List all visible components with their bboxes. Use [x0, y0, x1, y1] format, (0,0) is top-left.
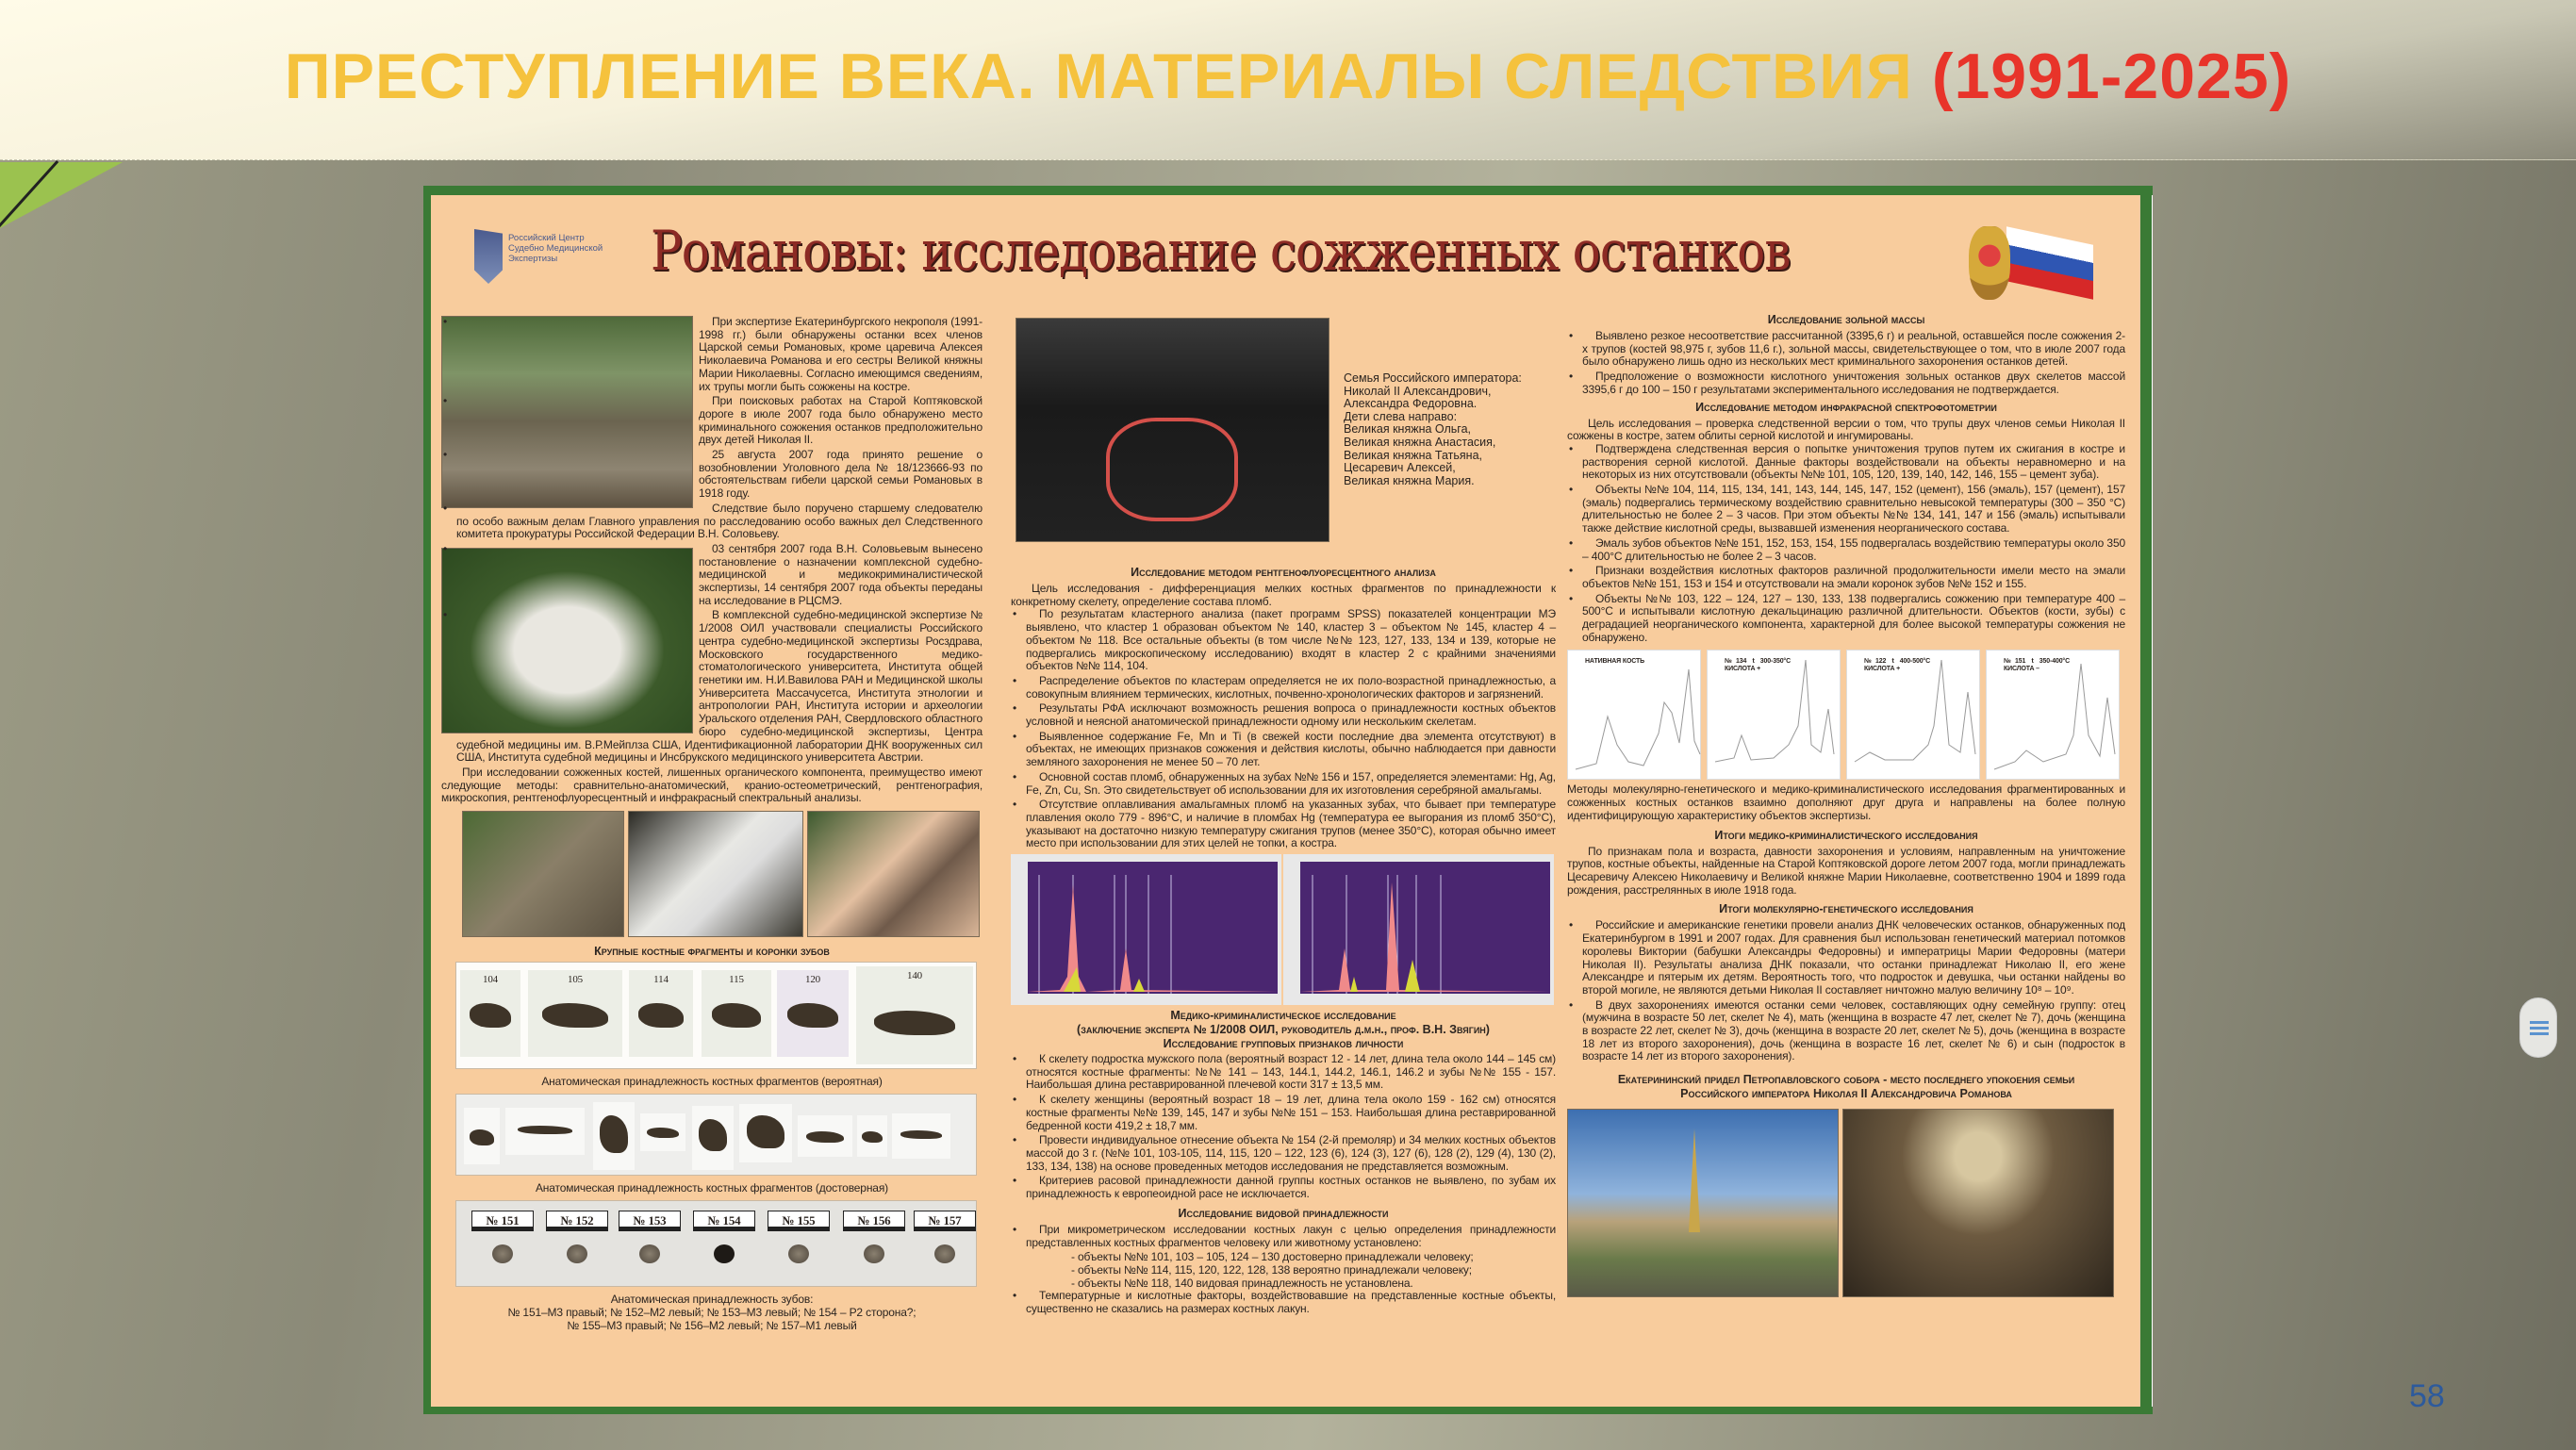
- teeth-caption-line-1: № 151–М3 правый; № 152–М2 левый; № 153–М3 левый; № 154 – Р2 сторона?;: [507, 1306, 916, 1320]
- forensic-subheading: (заключение эксперта № 1/2008 ОИЛ, руководитель д.м.н., проф. В.Н. Звягин): [1077, 1023, 1490, 1037]
- ir-bullet: • Эмаль зубов объектов №№ 151, 152, 153, 154, 155 подвергалась воздействию температуры около 350 – 400°С длительностью не более 2 – 3 часов.: [1567, 537, 2125, 563]
- peter-paul-cathedral-photo: [1567, 1109, 1839, 1297]
- fragment-image: [593, 1102, 635, 1170]
- species-bullet: • При микрометрическом исследовании костных лакун с целью определения принадлежности представленных костных фрагментов человеку или животному установлено:: [1011, 1224, 1556, 1249]
- bullet-resolution: • 03 сентября 2007 года В.Н. Соловьевым вынесено постановление о назначении комплексной судебно-медицинской и медикокриминалистической экспертизы, 14 сентября 2007 года объекты переданы на исследование в РЦСМЭ.: [441, 543, 983, 608]
- bullet-necropolis: • При экспертизе Екатеринбургского некрополя (1991-1998 гг.) были обнаружены останки всех членов Царской семьи Романовых, кроме царевича Алексея Николаевича Романова и его сестры Великой княжны Марии Николаевны. Согласно имеющимся сведениям, их трупы могли быть сожжены на костре.: [441, 316, 983, 393]
- slide-title: [0, 40, 2576, 113]
- slide-header: [0, 0, 2576, 160]
- fragment-140: 140: [856, 966, 973, 1064]
- species-item: - объекты №№ 114, 115, 120, 122, 128, 138 вероятно принадлежали человеку;: [1071, 1262, 1472, 1277]
- menu-button[interactable]: [2519, 997, 2557, 1058]
- tooth-153: № 153: [619, 1211, 681, 1263]
- romanov-family-photo: [1016, 318, 1329, 542]
- caption-reliable: Анатомическая принадлежность костных фрагментов (достоверная): [535, 1181, 889, 1195]
- tooth-157: № 157: [914, 1211, 976, 1263]
- bullet-case-reopened: • 25 августа 2007 года принято решение о возобновлении Уголовного дела № 18/123666-93 по обстоятельствам гибели царской семьи Романовых в 1918 году.: [441, 449, 983, 501]
- highlight-circle: [1106, 418, 1238, 521]
- catherine-chapel-interior-photo: [1842, 1109, 2114, 1297]
- chapel-heading: Екатерининский придел Петропавловского собора - место последнего упокоения семьи: [1617, 1073, 2075, 1087]
- ir-bullet: • Признаки воздействия кислотных факторов различной продолжительности имели место на эмали объектов №№ 151, 153 и 154 и отсутствовали на эмали коронок зубов №№ 152 и 155.: [1567, 565, 2125, 590]
- ir-bullet: • Подтверждена следственная версия о попытке уничтожения трупов путем их сжигания в костре и растворения серной кислотой. Данные факторы воздействовали на объекты неравномерно и на некоторых из них отсутствовали (объекты №№ 101, 105, 120, 139, 140, 142, 146, 155 – цемент зуба).: [1567, 443, 2125, 482]
- fragment-104: 104: [460, 970, 520, 1057]
- caption-line: Дети слева направо:: [1344, 409, 1458, 423]
- forensic-bullet: • К скелету подростка мужского пола (вероятный возраст 12 - 14 лет, длина тела около 144 – 145 см) относятся костные фрагменты: №№ 141 – 143, 144.1, 144.2, 146.1, 146.2 и зубы №№ 155 - 157. Наибольшая длина реставрированной плечевой кости 317 ± 13,5 мм.: [1011, 1053, 1556, 1092]
- caption-line: Великая княжна Мария.: [1344, 473, 1475, 487]
- caption-line: Николай II Александрович,: [1344, 384, 1492, 398]
- ash-bullet: • Предположение о возможности кислотного уничтожения зольных останков двух скелетов массой 3395,6 г до 100 – 150 г результатами экспериментального исследования не подтверждается.: [1567, 371, 2125, 396]
- caption-line: Великая княжна Ольга,: [1344, 422, 1472, 437]
- xrf-bullet: • Выявленное содержание Fe, Mn и Ti (в свежей кости последние два элемента отсутствуют) в объектах, не имеющих признаков сожжения и действия кислоты, обычно наблюдается при давности земляного захоронения не менее 50 – 70 лет.: [1011, 731, 1556, 769]
- xrf-intro: Цель исследования - дифференциация мелких костных фрагментов по принадлежности к конкретному скелету, определение состава пломб.: [1011, 582, 1556, 608]
- tooth-155: № 155: [768, 1211, 830, 1263]
- ir-spectrum-122: №122 t 400-500°C КИСЛОТА +: [1846, 650, 1980, 780]
- xrf-bullet: • По результатам кластерного анализа (пакет программ SPSS) показателей концентрации МЭ выявлено, что кластер 1 образован объектом № 140, кластер 3 – объектом № 145, кластер 4 – объектом № 118. Все остальные объекты (в том числе №№ 123, 127, 133, 134 и 139, которые не подвергались микроскопическому исследованию) входят в кластер 2 с крайними значениями объектов №№ 114, 104.: [1011, 608, 1556, 673]
- xrf-spectra-images: [1011, 854, 1554, 1005]
- xrf-bullet: • Отсутствие оплавливания амальгамных пломб на указанных зубах, что бывает при температуре плавления около 779 - 896°С, и наличие в пломбах Hg (температура ее выгорания из пломб 350°С), указывают на достаточно низкую температуру сжигания трупов (менее 350°С), которая обычно имеет место при использовании для этих целей не топки, а костра.: [1011, 799, 1556, 850]
- fragment-115: 115: [702, 970, 771, 1057]
- xrf-bullet: • Распределение объектов по кластерам определяется не их поло-возрастной принадлежностью, а совокупным влиянием термических, кислотных, почвенно-хронологических факторов и загрязнений.: [1011, 675, 1556, 700]
- caption-line: Великая княжна Анастасия,: [1344, 435, 1496, 449]
- species-last-bullet: • Температурные и кислотные факторы, воздействовавшие на представленные костные объекты, существенно не сказались на размерах костных лакун.: [1011, 1290, 1556, 1315]
- column-1: [441, 316, 983, 1332]
- methods-summary: Методы молекулярно-генетического и медико-криминалистического исследования фрагментированных и сожженных костных останков взаимно дополняют друг друга и направлены на более полную идентифицирующую характеристику объектов экспертизы.: [1567, 783, 2125, 822]
- column-3-flow: [1567, 309, 2125, 1297]
- shield-logo-icon: [474, 229, 503, 284]
- poster-title: Романовы: исследование сожженных останков: [651, 219, 1791, 283]
- forensic-bullet: • Провести индивидуальное отнесение объекта № 154 (2-й премоляр) и 34 мелких костных объектов массой до 3 г. (№№ 101, 103-105, 114, 115, 120 – 122, 123 (6), 124 (3), 127 (6), 128 (2), 129 (4), 130 (2), 133, 134, 138) на основе проведенных методов исследования не представляется возможным.: [1011, 1134, 1556, 1173]
- russian-flag-icon: [2006, 226, 2093, 300]
- ir-spectrum-134: №134 t 300-350°C КИСЛОТА +: [1707, 650, 1841, 780]
- xrf-heading: Исследование методом рентгенофлуоресцентного анализа: [1131, 566, 1436, 579]
- genetic-heading: Итоги молекулярно-генетического исследования: [1719, 902, 1973, 916]
- ir-intro: Цель исследования – проверка следственной версии о том, что трупы двух членов семьи Николая II сожжены в костре, затем облиты серной кислотой и ингумированы.: [1567, 416, 2125, 443]
- coat-of-arms-icon: [1969, 226, 2010, 300]
- bullet-search: • При поисковых работах на Старой Коптяковской дороге в июле 2007 года было обнаружено место криминального сожжения останков предположительно двух детей Николая II.: [441, 395, 983, 447]
- forensic-bullet: • Критериев расовой принадлежности данной группы костных останков не выявлено, по зубам их принадлежность к европеоидной расе не исключается.: [1011, 1175, 1556, 1200]
- teeth-caption-line-2: № 155–М3 правый; № 156–М2 левый; № 157–М1 левый: [567, 1319, 857, 1333]
- ir-spectrum-151: №151 t 350-400°C КИСЛОТА –: [1986, 650, 2120, 780]
- bullet-investigator: • Следствие было поручено старшему следователю по особо важным делам Главного управления по расследованию особо важных дел Следственного комитета прокуратуры Российской Федерации В.Н. Соловьеву.: [441, 503, 983, 541]
- spire-shape: [1689, 1129, 1700, 1232]
- fragment-120: 120: [777, 970, 849, 1057]
- caption-line: Цесаревич Алексей,: [1344, 461, 1456, 475]
- species-item: - объекты №№ 101, 103 – 105, 124 – 130 достоверно принадлежали человеку;: [1071, 1250, 1474, 1264]
- bullet-participants: • В комплексной судебно-медицинской экспертизе № 1/2008 ОИЛ участвовали специалисты Российского центра судебно-медицинской экспертизы Росздрава, Московского государственного медико-стоматологического университета, Института общей генетики им. Н.И.Вавилова РАН и Медицинской школы Университета Массачусетса, Института этнологии и антропологии РАН, Института истории и археологии Уральского отделения РАН, Свердловского областного бюро судебно-медицинской экспертизы, Центра судебной медицины им. В.Р.Мейплза США, Идентификационной лаборатории ДНК вооруженных сил США, Института судебной медицины и Инсбрукского медицинского университета Австрии.: [441, 609, 983, 764]
- fragments-heading: Крупные костные фрагменты и коронки зубов: [594, 945, 830, 959]
- forensic-bullet: • К скелету женщины (вероятный возраст 18 – 19 лет, длина тела около 159 - 162 см) относятся костные фрагменты №№ 139, 145, 147 и зубы №№ 151 – 153. Наибольшая длина реставрированной бедренной кости 419,2 ± 18,7 мм.: [1011, 1094, 1556, 1132]
- gloved-hand-photo: [628, 811, 803, 937]
- field-photos-row: [462, 811, 983, 937]
- fragment-image: [640, 1113, 685, 1151]
- xrf-spectrum-right: [1300, 862, 1550, 994]
- tooth-154: № 154: [693, 1211, 755, 1263]
- rcsme-logo: [474, 229, 616, 291]
- caption-line: Семья Российского императора:: [1344, 371, 1522, 385]
- species-item: - объекты №№ 118, 140 видовая принадлежность не установлена.: [1071, 1276, 1413, 1290]
- poster-border-top: [423, 186, 2153, 195]
- caption-probable: Анатомическая принадлежность костных фрагментов (вероятная): [541, 1075, 883, 1089]
- fragment-image: [739, 1104, 792, 1162]
- ir-bullet: • Объекты №№ 104, 114, 115, 134, 141, 143, 144, 145, 147, 152 (цемент), 156 (эмаль), 157 (цемент), 157 (эмаль) подвергались термическому воздействию сравнительно невысокой температуры (300 – 350 °С) длительностью не более 2 – 3 часов. При этом объекты №№ 134, 141, 147 и 156 (эмаль) испытывали также действие кислотной среды, вызвавшей изменения неорганического состава.: [1567, 484, 2125, 536]
- chapel-heading-line-2: Российского императора Николая II Александровича Романова: [1680, 1087, 2012, 1101]
- teeth-strip: [455, 1200, 977, 1287]
- poster-border-right: [2140, 186, 2152, 1414]
- probable-fragments-strip: [455, 962, 977, 1069]
- tooth-151: № 151: [471, 1211, 534, 1263]
- ir-spectra-row: [1567, 650, 2125, 780]
- family-caption: [1344, 372, 1556, 487]
- fragment-105: 105: [528, 970, 622, 1057]
- species-heading: Исследование видовой принадлежности: [1178, 1206, 1389, 1220]
- ash-heading: Исследование зольной массы: [1767, 313, 1925, 326]
- caption-line: Великая княжна Татьяна,: [1344, 448, 1483, 462]
- page-number: 58: [2409, 1378, 2445, 1414]
- genetic-bullet: • В двух захоронениях имеются останки семи человек, составляющих одну семейную группу: отец (мужчина в возрасте 50 лет, скелет № 4), мать (женщина в возрасте 47 лет, скелет № 7), дочь (женщина в возрасте 22 лет, скелет № 3), дочь (женщина в возрасте 20 лет, скелет № 5), дочь (женщина в возрасте 18 лет из второго захоронения), дочь (женщина в возрасте 16 лет, скелет № 6) и сын (подросток в возрасте 14 лет из второго захоронения).: [1567, 999, 2125, 1064]
- xrf-spectrum-left: [1028, 862, 1278, 994]
- fragment-114: 114: [629, 970, 693, 1057]
- caption-line: Александра Федоровна.: [1344, 397, 1478, 411]
- teeth-caption: [441, 1293, 983, 1332]
- ir-bullet: • Объекты №№ 103, 122 – 124, 127 – 130, 133, 138 подвергались сожжению при температуре 400 – 500°С и испытывали кислотную декальцинацию различной длительности. Объектов (кости, зубы) с деградацией неорганического компонента, характерной для более высокой температуры сожжения не обнаружено.: [1567, 593, 2125, 645]
- teeth-caption-title: Анатомическая принадлежность зубов:: [610, 1293, 814, 1307]
- tooth-152: № 152: [546, 1211, 608, 1263]
- chapel-photos-row: [1567, 1109, 2125, 1297]
- xrf-bullet: • Результаты РФА исключают возможность решения вопроса о принадлежности костных объектов условной и неясной анатомической принадлежности одному или нескольким скелетам.: [1011, 702, 1556, 728]
- ir-heading: Исследование методом инфракрасной спектрофотометрии: [1695, 400, 1997, 414]
- group-features-heading: Исследование групповых признаков личности: [1163, 1037, 1404, 1051]
- ir-spectrum-native: НАТИВНАЯ КОСТЬ: [1567, 650, 1701, 780]
- fragment-image: [464, 1108, 500, 1164]
- results-heading: Итоги медико-криминалистического исследования: [1714, 828, 1978, 842]
- ash-bullet: • Выявлено резкое несоответствие рассчитанной (3395,6 г) и реальной, оставшейся после сожжения 2-х трупов (костей 98,975 г, зубов 11,6 г.), зольной массы, свидетельствующее о том, что в июле 2007 года было обнаружено лишь одно из нескольких мест криминального захоронения останков детей.: [1567, 330, 2125, 369]
- bone-on-palm-photo: [807, 811, 980, 937]
- genetic-bullet: • Российские и американские генетики провели анализ ДНК человеческих останков, обнаруженных под Екатеринбургом в 1991 и 2007 годах. Для сравнения был использован генетический материал потомков королевы Виктории (бабушки Александры Федоровны) и императрицы Марии Федоровны (матери Николая II). Результаты анализа ДНК показали, что останки принадлежат Николаю II, его жене Александре и пятерым их детям. Вероятность того, что подросток и девушка, чьи останки найдены во второй могиле, не являются детьми Николая II составляет ничтожно малую величину 10⁸ – 10⁹.: [1567, 919, 2125, 997]
- reliable-fragments-strip: [455, 1094, 977, 1176]
- slide-title-years: (1991-2025): [1931, 41, 2292, 112]
- glove-soil-photo: [462, 811, 624, 937]
- results-text: По признакам пола и возраста, давности захоронения и условиям, направленным на уничтожение трупов, костные объекты, найденные на Старой Коптяковской дороге летом 2007 года, могли принадлежать Цесаревичу Алексею Николаевичу и Великой княжне Марии Николаевне, соответственно 1904 и 1899 года рождения, расстрелянных в июле 1918 года.: [1567, 844, 2125, 897]
- slide-title-main: ПРЕСТУПЛЕНИЕ ВЕКА. МАТЕРИАЛЫ СЛЕДСТВИЯ: [284, 41, 1932, 112]
- column-2-flow: [1011, 562, 1556, 1318]
- forensic-heading: Медико-криминалистическое исследование: [1170, 1009, 1396, 1023]
- logo-text: Российский Центр Судебно Медицинской Экспертизы: [508, 233, 603, 264]
- fragment-image: [692, 1106, 734, 1170]
- fragment-image: [505, 1108, 585, 1155]
- fragment-image: [892, 1113, 950, 1159]
- tooth-156: № 156: [843, 1211, 905, 1263]
- russian-emblem-flag: [1969, 226, 2110, 302]
- decorative-green-corner: [0, 162, 123, 228]
- xrf-bullet: • Основной состав пломб, обнаруженных на зубах №№ 156 и 157, определяется элементами: Hg, Ag, Fe, Zn, Cu, Sn. Это свидетельствует об использовании для их изготовления серебряной амальгамы.: [1011, 771, 1556, 797]
- fragment-image: [857, 1115, 887, 1157]
- methods-paragraph: При исследовании сожженных костей, лишенных органического компонента, преимущество имеют следующие методы: сравнительно-анатомический, кранио-остеометрический, рентгенография, микроскопия, рентгенофлуоресцентный и инфракрасный спектральный анализы.: [441, 765, 983, 805]
- fragment-image: [798, 1115, 852, 1157]
